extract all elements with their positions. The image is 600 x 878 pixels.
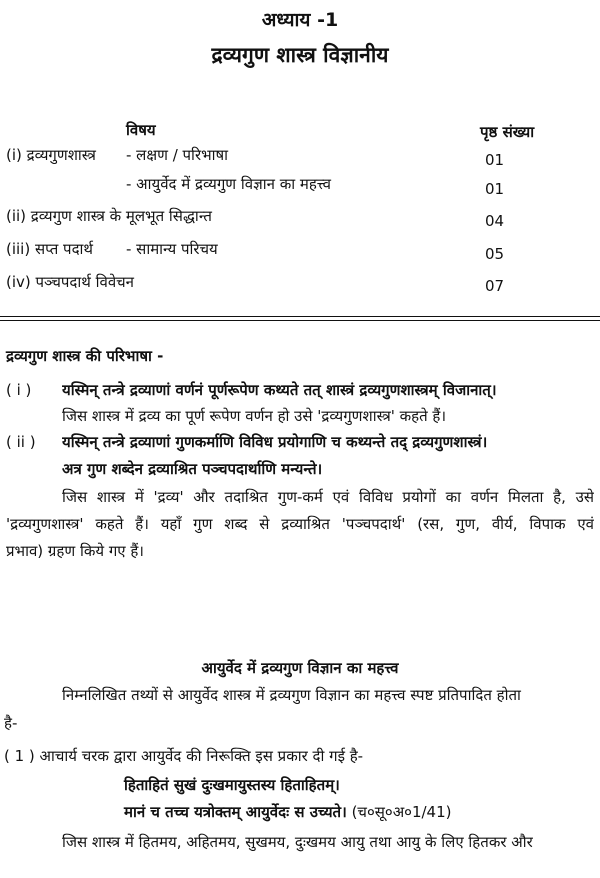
paragraph-line: 'द्रव्यगुणशास्त्र' कहते हैं। यहाँ गुण शब्द से द्रव्याश्रित 'पञ्चपदार्थ' (रस, गुण, वीर्य, विपाक एवं (6, 515, 594, 533)
verse-line (124, 802, 452, 822)
toc-row-num: (ii) द्रव्यगुण शास्त्र के मूलभूत सिद्धान्त (6, 207, 212, 225)
toc-row-page: 07 (485, 277, 505, 295)
section-heading: द्रव्यगुण शास्त्र की परिभाषा - (6, 347, 164, 365)
paragraph-line: जिस शास्त्र में 'द्रव्य' और तदाश्रित गुण-कर्म एवं विविध प्रयोगों का वर्णन मिलता है, उसे (62, 488, 594, 506)
toc-row-topic: - सामान्य परिचय (126, 240, 218, 258)
verse-text: मानं च तच्च यत्रोक्तम् आयुर्वेदः स उच्यते। (124, 803, 347, 821)
toc-row-topic: - आयुर्वेद में द्रव्यगुण विज्ञान का महत्त्व (126, 175, 331, 193)
verse-line: हिताहितं सुखं दुःखमायुस्तस्य हिताहितम्। (124, 776, 340, 794)
list-item: ( 1 ) आचार्य चरक द्वारा आयुर्वेद की निरूक्ति इस प्रकार दी गई है- (4, 747, 364, 765)
toc-row-topic: - लक्षण / परिभाषा (126, 146, 229, 164)
hindi-line: जिस शास्त्र में द्रव्य का पूर्ण रूपेण वर्णन हो उसे 'द्रव्यगुणशास्त्र' कहते हैं। (62, 407, 447, 425)
sanskrit-line: अत्र गुण शब्देन द्रव्याश्रित पञ्चपदार्थाणि मन्यन्ते। (62, 460, 323, 478)
toc-header-page: पृष्ठ संख्या (480, 123, 535, 141)
section-heading: आयुर्वेद में द्रव्यगुण विज्ञान का महत्त्व (201, 659, 399, 677)
item-number: ( i ) (6, 381, 32, 399)
paragraph-line: जिस शास्त्र में हितमय, अहितमय, सुखमय, दुःखमय आयु तथा आयु के लिए हितकर और (62, 833, 533, 851)
sanskrit-line: यस्मिन् तन्त्रे द्रव्याणां गुणकर्माणि विविध प्रयोगाणि च कथ्यन्ते तद् द्रव्यगुणशास्त्रं। (62, 433, 488, 451)
chapter-title: द्रव्यगुण शास्त्र विज्ञानीय (211, 43, 389, 67)
chapter-number: अध्याय -1 (261, 9, 339, 31)
verse-reference: (च०सू०अ०1/41) (351, 803, 452, 821)
toc-row-num: (iv) पञ्चपदार्थ विवेचन (6, 273, 135, 291)
toc-row-num: (iii) सप्त पदार्थ (6, 240, 94, 258)
toc-row-num: (i) द्रव्यगुणशास्त्र (6, 146, 96, 164)
paragraph-line: निम्नलिखित तथ्यों से आयुर्वेद शास्त्र में द्रव्यगुण विज्ञान का महत्त्व स्पष्ट प्रतिपादित होता (62, 686, 521, 704)
toc-header-topic: विषय (126, 121, 156, 139)
sanskrit-line: यस्मिन् तन्त्रे द्रव्याणां वर्णनं पूर्णरूपेण कथ्यते तत् शास्त्रं द्रव्यगुणशास्त्रम् विजानात्। (62, 381, 497, 399)
divider (0, 316, 600, 317)
toc-row-page: 01 (485, 180, 505, 198)
toc-row-page: 04 (485, 212, 505, 230)
toc-row-page: 05 (485, 245, 505, 263)
paragraph-line: है- (4, 714, 18, 732)
paragraph-line: प्रभाव) ग्रहण किये गए हैं। (6, 542, 144, 560)
item-number: ( ii ) (6, 433, 36, 451)
divider (0, 320, 600, 321)
toc-row-page: 01 (485, 151, 505, 169)
